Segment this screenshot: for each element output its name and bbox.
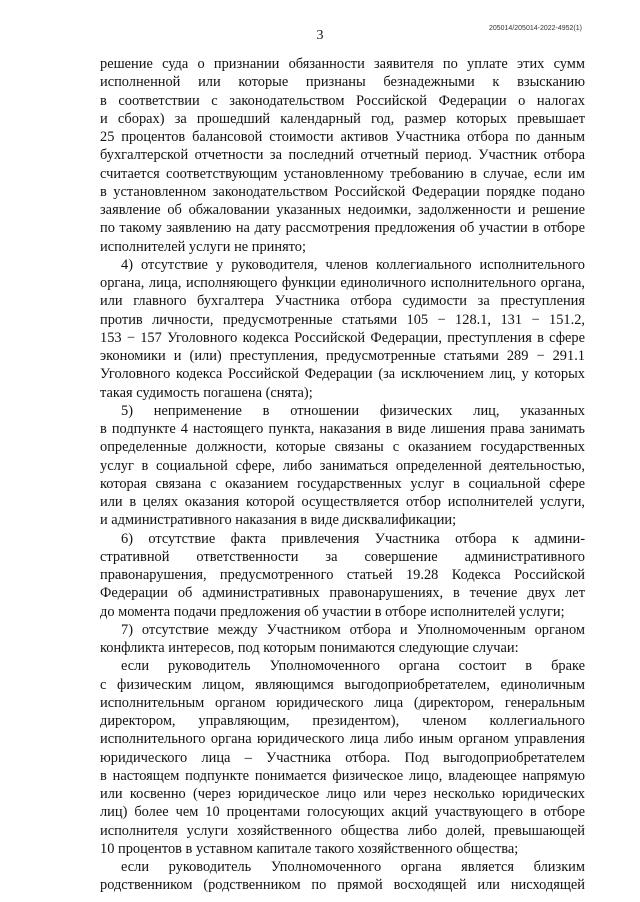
text-line: 25 процентов балансовой стоимости активов Участника отбора по данным [100, 129, 585, 145]
text-line: исполнительным органом юридического лица (директором, генеральным [100, 694, 585, 711]
text-line: или в целях оказания которой осуществляется отбор исполнителей услуги, [100, 494, 585, 510]
text-line: определенные должности, которые связаны с оказанием государственных [100, 439, 585, 456]
text-line: если руководитель Уполномоченного органа является близким [121, 859, 585, 875]
text-line: по такому заявлению на дату рассмотрения предложения об участии в отборе [100, 220, 585, 237]
text-line: которая связана с оказанием государственных услуг в социальной сфере [100, 475, 585, 492]
text-line: заявление об обжаловании указанных недоимки, задолженности и решение [100, 202, 585, 218]
text-line: если руководитель Уполномоченного органа состоит в браке [121, 658, 585, 675]
text-line: органа, лица, исполняющего функции единоличного исполнительного органа, [100, 275, 585, 291]
text-line: конфликта интересов, под которым понимаются следующие случаи: [100, 640, 519, 656]
text-line: стративной ответственности за совершение административного [100, 548, 585, 565]
text-line: исполненной или которые признаны безнадежными к взысканию [100, 74, 585, 91]
text-line: родственником (родственником по прямой восходящей или нисходящей [100, 877, 585, 894]
text-line: 153 − 157 Уголовного кодекса Российской Федерации, преступления в сфере [100, 329, 585, 346]
text-line: или главного бухгалтера Участника отбора судимости за преступления [100, 293, 585, 310]
text-line: 4) отсутствие у руководителя, членов коллегиального исполнительного [121, 256, 585, 273]
text-line: 7) отсутствие между Участником отбора и Уполномоченным органом [121, 621, 585, 638]
text-line: в настоящем подпункте понимается физическое лицо, владеющее напрямую [100, 767, 585, 784]
text-line: в установленном законодательством Российской Федерации порядке подано [100, 183, 585, 200]
text-line: 10 процентов в уставном капитале такого хозяйственного общества; [100, 840, 519, 857]
text-line: лиц) более чем 10 процентами голосующих акций участвующего в отборе [100, 804, 585, 821]
text-line: правонарушения, предусмотренного статьей 19.28 Кодекса Российской [100, 567, 585, 583]
text-line: услуг в социальной сфере, либо заниматься определенной деятельностью, [100, 457, 585, 474]
text-line: до момента подачи предложения об участии в отборе исполнителей услуги; [100, 603, 565, 620]
text-line: против личности, предусмотренные статьями 105 − 128.1, 131 − 151.2, [100, 311, 585, 328]
text-line: считается соответствующим установленному требованию в случае, если им [100, 165, 585, 182]
text-line: решение суда о признании обязанности заявителя по уплате этих сумм [100, 56, 585, 72]
page-number: 3 [316, 28, 324, 43]
text-line: экономики и (или) преступления, предусмотренные статьями 289 − 291.1 [100, 348, 585, 364]
text-line: Уголовного кодекса Российской Федерации (за исключением лиц, у которых [100, 366, 585, 383]
text-line: в подпункте 4 настоящего пункта, наказания в виде лишения права занимать [100, 421, 585, 437]
text-line: и сборах) за прошедший календарный год, размер которых превышает [100, 110, 585, 127]
text-line: исполнителей услуги не принято; [100, 238, 306, 255]
text-line: исполнителя услуги хозяйственного общества либо долей, превышающей [100, 822, 585, 839]
text-line: или косвенно (через юридическое лицо или через несколько юридических [100, 786, 585, 802]
text-line: с физическим лицом, являющимся выгодоприобретателем, единоличным [100, 676, 585, 693]
text-line: юридического лица – Участника отбора. Под выгодоприобретателем [100, 749, 585, 766]
text-line: исполнительного органа юридического лица либо иным органом управления [100, 731, 585, 748]
text-line: такая судимость погашена (снята); [100, 384, 313, 401]
text-line: Федерации об административных правонарушениях, в течение двух лет [100, 585, 585, 602]
text-line: в соответствии с законодательством Российской Федерации о налогах [100, 92, 585, 109]
text-line: 5) неприменение в отношении физических лиц, указанных [121, 402, 585, 419]
document-id: 205014/205014-2022-4952(1) [488, 25, 582, 32]
text-line: 6) отсутствие факта привлечения Участника отбора к админи- [121, 530, 585, 547]
text-line: бухгалтерской отчетности за последний отчетный период. Участник отбора [100, 147, 585, 164]
body-text [100, 55, 585, 895]
text-line: директором, управляющим, президентом), членом коллегиального [100, 713, 585, 729]
text-line: и административного наказания в виде дисквалификации; [100, 512, 457, 529]
